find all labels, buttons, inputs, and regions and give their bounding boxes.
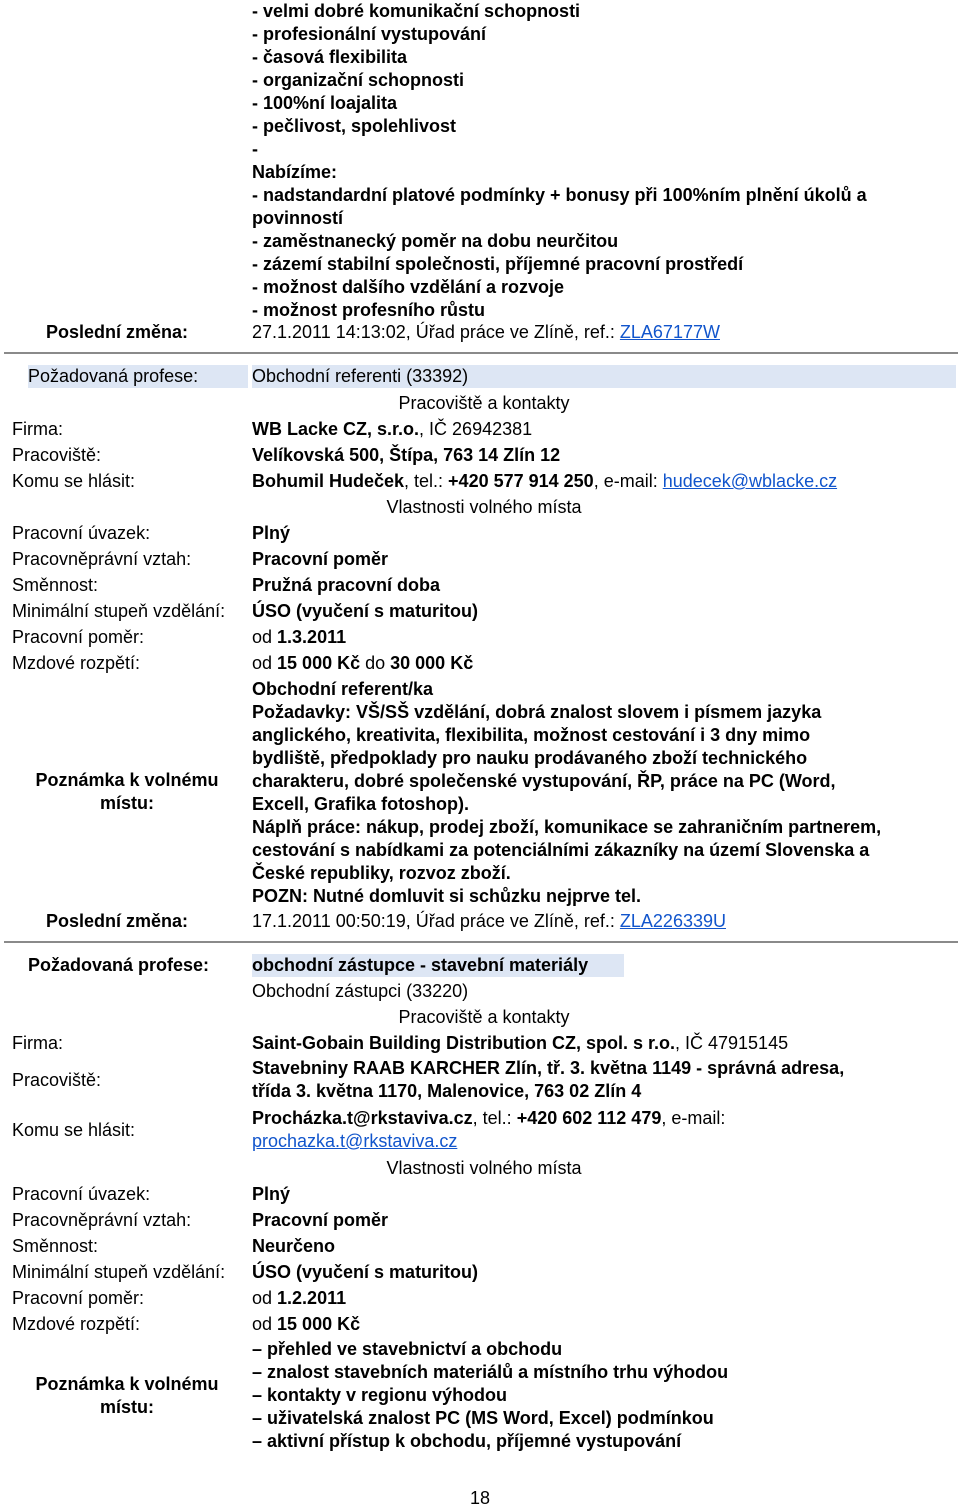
workplace-label: Pracoviště:: [12, 1070, 102, 1090]
contact-tel-label: , tel.:: [472, 1108, 517, 1128]
salary-value: [252, 1313, 360, 1336]
legal-relation-label: Pracovněprávní vztah:: [12, 549, 192, 569]
requirement-line: - 100%ní loajalita: [252, 93, 398, 113]
requirement-line: - možnost dalšího vzdělání a rozvoje: [252, 277, 565, 297]
section-heading-properties: Vlastnosti volného místa: [386, 1158, 582, 1178]
note-line: Obchodní referent/ka: [252, 679, 434, 699]
note-label: [12, 769, 242, 815]
contact-email-link[interactable]: hudecek@wblacke.cz: [662, 471, 838, 491]
salary-from: 15 000 Kč: [277, 1314, 361, 1334]
contact-tel: +420 602 112 479: [516, 1108, 662, 1128]
requirement-line: - nadstandardní platové podmínky + bonusy při 100%ním plnění úkolů a: [252, 185, 867, 205]
contact-email-link[interactable]: prochazka.t@rkstaviva.cz: [252, 1131, 458, 1151]
requirement-line: - zázemí stabilní společnosti, příjemné pracovní prostředí: [252, 254, 744, 274]
profession-title: [252, 954, 624, 977]
firm-ic: , IČ 26942381: [419, 419, 533, 439]
ref-link[interactable]: ZLA67177W: [619, 322, 720, 342]
contact-label: Komu se hlásit:: [12, 1120, 136, 1140]
section-heading-properties: Vlastnosti volného místa: [386, 497, 582, 517]
requirement-line: Nabízíme:: [252, 162, 338, 182]
firm-label: Firma:: [12, 419, 63, 439]
workplace-line: třída 3. května 1170, Malenovice, 763 02 Zlín 4: [252, 1081, 642, 1101]
education-label: Minimální stupeň vzdělání:: [12, 1262, 226, 1282]
profession-label: Požadovaná profese:: [28, 955, 210, 975]
contact-tel: +420 577 914 250: [448, 471, 594, 491]
shift-label: Směnnost:: [12, 575, 99, 595]
note-line: Náplň práce: nákup, prodej zboží, komunikace se zahraničním partnerem,: [252, 817, 882, 837]
note-line: – kontakty v regionu výhodou: [252, 1385, 508, 1405]
note-line: cestování s nabídkami za potenciálními zákazníky na území Slovenska a: [252, 840, 870, 860]
salary-from-prefix: od: [252, 653, 278, 673]
shift-value: Pružná pracovní doba: [252, 575, 441, 595]
salary-to: 30 000 Kč: [390, 653, 474, 673]
note-label-line1: Poznámka k volnému: [35, 1374, 219, 1394]
salary-from-prefix: od: [252, 1314, 278, 1334]
ref-link[interactable]: ZLA226339U: [619, 911, 726, 931]
workplace-value: [252, 1057, 952, 1103]
contact-email-label: , e-mail:: [661, 1108, 726, 1128]
profession-text: Obchodní referenti (33392): [252, 366, 469, 386]
salary-to-prefix: do: [360, 653, 391, 673]
contact-email-label: , e-mail:: [593, 471, 663, 491]
firm-name: WB Lacke CZ, s.r.o.: [252, 419, 420, 439]
requirement-line: - velmi dobré komunikační schopnosti: [252, 1, 581, 21]
note-label-line2: místu:: [100, 1397, 154, 1417]
salary-label: Mzdové rozpětí:: [12, 1314, 141, 1334]
note-line: České republiky, rozvoz zboží.: [252, 863, 511, 883]
workload-value: Plný: [252, 523, 291, 543]
contact-label: Komu se hlásit:: [12, 471, 136, 491]
requirement-line: -: [252, 139, 258, 159]
note-line: charakteru, dobré společenské vystupování, ŘP, práce na PC (Word,: [252, 771, 836, 791]
workplace-line: Stavebniny RAAB KARCHER Zlín, tř. 3. května 1149 - správná adresa,: [252, 1058, 845, 1078]
last-change-text: 17.1.2011 00:50:19, Úřad práce ve Zlíně, ref.:: [252, 911, 620, 931]
last-change-text: 27.1.2011 14:13:02, Úřad práce ve Zlíně, ref.:: [252, 322, 620, 342]
education-value: ÚSO (vyučení s maturitou): [252, 601, 479, 621]
requirement-line: povinností: [252, 208, 343, 228]
note-line: Požadavky: VŠ/SŠ vzdělání, dobrá znalost slovem i písmem jazyka: [252, 702, 822, 722]
firm-ic: , IČ 47915145: [675, 1033, 789, 1053]
employment-date: 1.3.2011: [277, 627, 347, 647]
note-text: [252, 1338, 952, 1453]
workload-value: Plný: [252, 1184, 291, 1204]
education-label: Minimální stupeň vzdělání:: [12, 601, 226, 621]
firm-value: [252, 1032, 788, 1055]
note-line: – přehled ve stavebnictví a obchodu: [252, 1339, 563, 1359]
employment-value: [252, 626, 346, 649]
note-line: – uživatelská znalost PC (MS Word, Excel) podmínkou: [252, 1408, 714, 1428]
employment-label: Pracovní poměr:: [12, 627, 145, 647]
salary-from: 15 000 Kč: [277, 653, 361, 673]
note-line: bydliště, předpoklady pro nauku prodávaného zboží technického: [252, 748, 808, 768]
legal-relation-value: Pracovní poměr: [252, 1210, 389, 1230]
top-requirements-list: [252, 0, 952, 322]
last-change-label: Poslední změna:: [46, 322, 189, 342]
note-label: [12, 1373, 242, 1419]
section-divider: [4, 352, 958, 354]
requirement-line: - časová flexibilita: [252, 47, 408, 67]
section-divider: [4, 941, 958, 943]
shift-label: Směnnost:: [12, 1236, 99, 1256]
workload-label: Pracovní úvazek:: [12, 523, 151, 543]
workplace-value: Velíkovská 500, Štípa, 763 14 Zlín 12: [252, 445, 561, 465]
employment-label: Pracovní poměr:: [12, 1288, 145, 1308]
profession-label: [28, 365, 248, 388]
education-value: ÚSO (vyučení s maturitou): [252, 1262, 479, 1282]
requirement-line: - pečlivost, spolehlivost: [252, 116, 457, 136]
page-number: 18: [470, 1488, 491, 1508]
workload-label: Pracovní úvazek:: [12, 1184, 151, 1204]
requirement-line: - možnost profesního růstu: [252, 300, 485, 320]
requirement-line: - profesionální vystupování: [252, 24, 487, 44]
note-line: – aktivní přístup k obchodu, příjemné vystupování: [252, 1431, 682, 1451]
note-line: anglického, kreativita, flexibilita, možnost cestování i 3 dny mimo: [252, 725, 811, 745]
shift-value: Neurčeno: [252, 1236, 336, 1256]
salary-label: Mzdové rozpětí:: [12, 653, 141, 673]
profession-value: [252, 365, 956, 388]
profession-label-text: Požadovaná profese:: [28, 366, 199, 386]
note-line: Excell, Grafika fotoshop).: [252, 794, 470, 814]
legal-relation-label: Pracovněprávní vztah:: [12, 1210, 192, 1230]
employment-value: [252, 1287, 346, 1310]
note-label-line1: Poznámka k volnému: [35, 770, 219, 790]
contact-tel-label: , tel.:: [404, 471, 449, 491]
workplace-label: Pracoviště:: [12, 445, 102, 465]
employment-prefix: od: [252, 627, 278, 647]
employment-date: 1.2.2011: [277, 1288, 347, 1308]
contact-name: Bohumil Hudeček: [252, 471, 405, 491]
note-text: [252, 678, 952, 908]
note-label-line2: místu:: [100, 793, 154, 813]
profession-value: Obchodní zástupci (33220): [252, 981, 469, 1001]
note-line: POZN: Nutné domluvit si schůzku nejprve tel.: [252, 886, 642, 906]
contact-value: [252, 470, 837, 493]
contact-name: Procházka.t@rkstaviva.cz: [252, 1108, 473, 1128]
last-change-label: Poslední změna:: [46, 911, 189, 931]
contact-value: [252, 1107, 725, 1153]
firm-name: Saint-Gobain Building Distribution CZ, spol. s r.o.: [252, 1033, 675, 1053]
firm-label: Firma:: [12, 1033, 63, 1053]
last-change-value: [252, 910, 726, 933]
profession-title-text: obchodní zástupce - stavební materiály: [252, 955, 589, 975]
last-change-value: [252, 321, 720, 344]
requirement-line: - zaměstnanecký poměr na dobu neurčitou: [252, 231, 619, 251]
section-heading-contacts: Pracoviště a kontakty: [398, 393, 570, 413]
legal-relation-value: Pracovní poměr: [252, 549, 389, 569]
section-heading-contacts: Pracoviště a kontakty: [398, 1007, 570, 1027]
requirement-line: - organizační schopnosti: [252, 70, 465, 90]
employment-prefix: od: [252, 1288, 278, 1308]
note-line: – znalost stavebních materiálů a místního trhu výhodou: [252, 1362, 729, 1382]
salary-value: [252, 652, 473, 675]
firm-value: [252, 418, 532, 441]
